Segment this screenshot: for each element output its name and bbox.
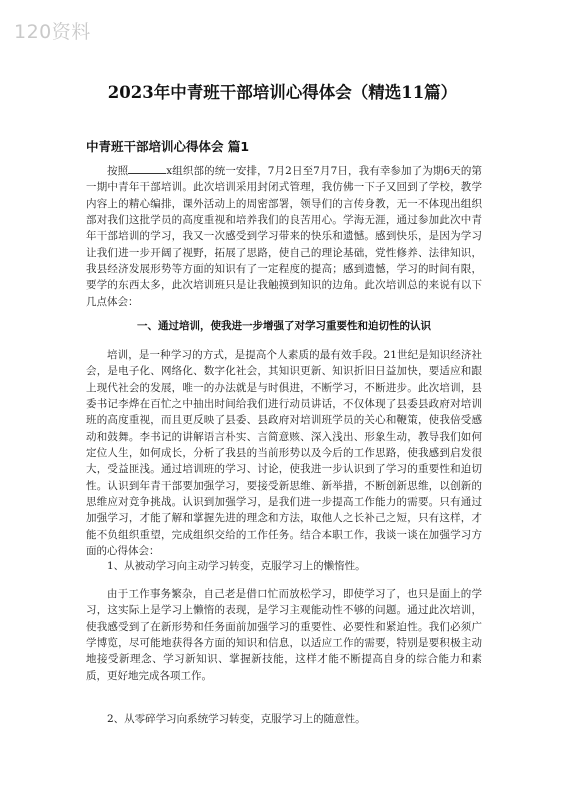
heading-1: 一、通过培训，使我进一步增强了对学习重要性和迫切性的认识 bbox=[137, 320, 431, 332]
paragraph-intro-body: x组织部的统一安排，7月2日至7月7日，我有幸参加了为期6天的第一期中青年干部培训。此次培训采用封闭式管理，我仿佛一下子又回到了学校，教学内容上的精心编排，课外活动上的周密部署，领导们的言传身教，无一不体现出组织部对我们这批学员的高度重视和培养我们的良苦用心。学海无涯，通过参加此次中青年干部培训的学习，我又一次感受到学习带来的快乐和遗憾。感到快乐，是因为学习让我们进一步开阔了视野，拓展了思路，使自己的理论基础，党性修养、法律知识，我县经济发展形势等方面的知识有了一定程度的提高；感到遗憾，学习的时间有限，要学的东西太多，此次培训班只是让我触摸到知识的边角。此次培训总的来说有以下几点体会： bbox=[86, 165, 483, 308]
subheading-2: 2、从零碎学习向系统学习转变，克服学习上的随意性。 bbox=[107, 713, 366, 725]
paragraph-training: 培训，是一种学习的方式，是提高个人素质的最有效手段。21世纪是知识经济社会，是电子化、网络化、数字化社会，其知识更新、知识折旧日益加快，要适应和跟上现代社会的发展，唯一的办法就是与时俱进，不断学习，不断进步。此次培训，县委书记李烨在百忙之中抽出时间给我们进行动员讲话，不仅体现了县委县政府对培训班的高度重视，而且更反映了县委、县政府对培训班学员的关心和鞭策，使我倍受感动和鼓舞。李书记的讲解语言朴实、言简意赅、深入浅出、形象生动，教导我们如何定位人生，如何成长，分析了我县的当前形势以及今后的工作思路，使我感到启发很大，受益匪浅。通过培训班的学习、讨论，使我进一步认识到了学习的重要性和迫切性。认识到年青干部要加强学习，要接受新思维、新举措，不断创新思维，以创新的思维应对竞争挑战。认识到加强学习，是我们进一步提高工作能力的需要。只有通过加强学习，才能了解和掌握先进的理念和方法，取他人之长补己之短，只有这样，才能不负组织重望，完成组织交给的工作任务。结合本职工作，我谈一谈在加强学习方面的心得体会： bbox=[86, 349, 482, 558]
paragraph-active-learning: 由于工作事务繁杂，自己老是借口忙而放松学习，即使学习了，也只是面上的学习，这实际上是学习上懒惰的表现，是学习主观能动性不够的问题。通过此次培训，使我感受到了在新形势和任务面前加强学习的重要性、必要性和紧迫性。我们必须广学博览，尽可能地获得各方面的知识和信息，以适应工作的需要，特别是要积极主动地接受新理念、学习新知识、掌握新技能，这样才能不断提高自身的综合能力和素质，更好地完成各项工作。 bbox=[86, 588, 482, 682]
paragraph-intro-lead: 按照 bbox=[107, 165, 129, 177]
watermark: 120资料 bbox=[14, 21, 91, 43]
paragraph-intro bbox=[86, 163, 482, 310]
fill-in-blank bbox=[128, 163, 166, 174]
section-title: 中青班干部培训心得体会 篇1 bbox=[86, 139, 250, 154]
subheading-1: 1、从被动学习向主动学习转变，克服学习上的懒惰性。 bbox=[107, 560, 366, 572]
document-title: 2023年中青班干部培训心得体会（精选11篇） bbox=[107, 83, 458, 102]
